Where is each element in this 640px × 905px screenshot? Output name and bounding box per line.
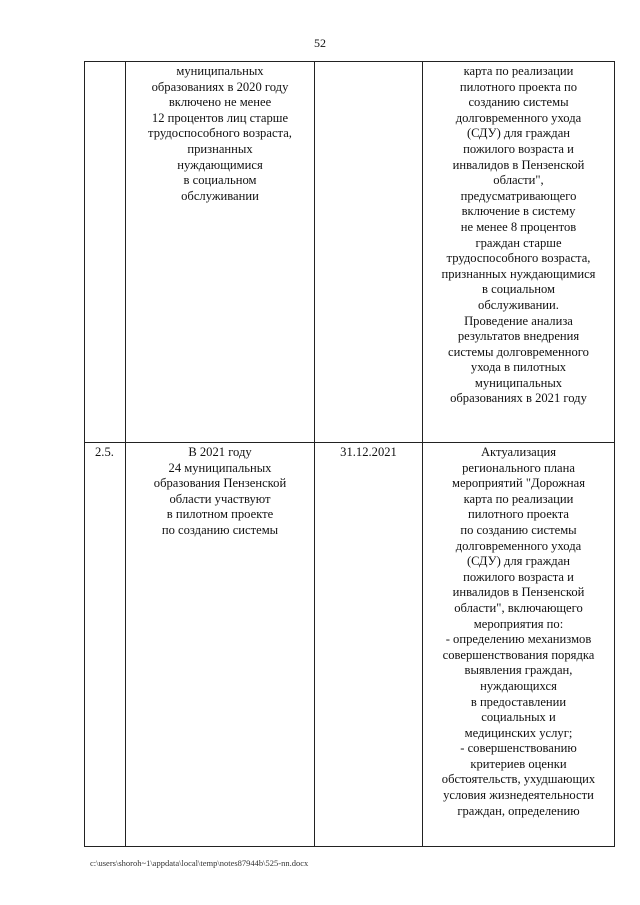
- text-line: (СДУ) для граждан: [466, 126, 571, 141]
- deadline-date: 31.12.2021: [340, 445, 397, 459]
- text-line: обстоятельств, ухудшающих: [441, 772, 596, 787]
- text-line: включение в систему: [461, 204, 576, 219]
- text-line: В 2021 году: [188, 445, 252, 459]
- date-cell: [315, 62, 423, 443]
- description-cell: [126, 62, 315, 443]
- text-line: регионального плана: [462, 460, 575, 475]
- page-number: 52: [314, 36, 326, 50]
- text-line: - определению механизмов: [445, 632, 592, 647]
- text-line: инвалидов в Пензенской: [452, 585, 585, 600]
- text-line: обслуживании: [181, 188, 259, 203]
- text-line: обслуживании.: [478, 297, 559, 312]
- text-line: критериев оценки: [470, 756, 567, 771]
- text-line: пожилого возраста и: [463, 141, 574, 156]
- text-line: 12 процентов лиц старше: [151, 110, 289, 125]
- text-line: в социальном: [183, 173, 257, 188]
- action-cell: [423, 62, 615, 443]
- text-line: образования Пензенской: [153, 476, 287, 491]
- text-line: по созданию системы: [460, 522, 577, 537]
- text-line: инвалидов в Пензенской: [452, 157, 585, 172]
- text-line: результатов внедрения: [457, 329, 580, 344]
- text-line: социальных и: [481, 710, 556, 725]
- text-line: в социальном: [482, 282, 555, 297]
- text-line: в пилотном проекте: [166, 507, 274, 522]
- text-line: включено не менее: [168, 95, 272, 110]
- text-line: - совершенствованию: [460, 741, 577, 756]
- text-line: Актуализация: [480, 445, 557, 459]
- text-line: карта по реализации: [463, 491, 574, 506]
- text-line: 24 муниципальных: [168, 460, 272, 475]
- row-number: 2.5.: [95, 445, 114, 459]
- text-line: мероприятия по:: [473, 616, 564, 631]
- action-cell: [423, 443, 615, 847]
- text-line: карта по реализации: [463, 64, 574, 78]
- description-text: [126, 443, 314, 539]
- table-row: [85, 62, 615, 443]
- table-row: [85, 443, 615, 847]
- text-line: пилотного проекта по: [459, 79, 578, 94]
- text-line: системы долговременного: [448, 344, 589, 359]
- text-line: нуждающимися: [177, 157, 263, 172]
- text-line: в предоставлении: [470, 694, 567, 709]
- text-line: трудоспособного возраста,: [446, 251, 591, 266]
- date-cell: [315, 443, 423, 847]
- deadline-date: [315, 62, 422, 64]
- text-line: граждан, определению: [457, 803, 580, 818]
- text-line: условия жизнедеятельности: [443, 788, 594, 803]
- text-line: выявления граждан,: [464, 663, 573, 678]
- text-line: пожилого возраста и: [463, 569, 574, 584]
- text-line: области", включающего: [454, 600, 583, 615]
- text-line: области участвуют: [169, 491, 271, 506]
- text-line: образованиях в 2021 году: [450, 391, 587, 406]
- action-text: [423, 443, 614, 819]
- text-line: нуждающихся: [480, 678, 557, 693]
- row-number: [85, 62, 125, 64]
- text-line: образованиях в 2020 году: [151, 79, 289, 94]
- text-line: области",: [493, 173, 544, 188]
- text-line: (СДУ) для граждан: [466, 554, 571, 569]
- text-line: совершенствования порядка: [442, 647, 595, 662]
- text-line: признанных: [187, 141, 253, 156]
- row-number-cell: [85, 443, 126, 847]
- text-line: предусматривающего: [460, 188, 577, 203]
- text-line: ухода в пилотных: [470, 360, 567, 375]
- text-line: признанных нуждающимися: [441, 266, 596, 281]
- text-line: не менее 8 процентов: [460, 219, 577, 234]
- text-line: долговременного ухода: [455, 110, 582, 125]
- text-line: по созданию системы: [161, 522, 279, 537]
- document-file-path: c:\users\shoroh~1\appdata\local\temp\notes87944b\525-nn.docx: [90, 858, 309, 868]
- description-text: [126, 62, 314, 204]
- text-line: трудоспособного возраста,: [148, 126, 292, 141]
- text-line: медицинских услуг;: [464, 725, 573, 740]
- text-line: долговременного ухода: [455, 538, 582, 553]
- text-line: муниципальных: [176, 64, 264, 78]
- description-cell: [126, 443, 315, 847]
- text-line: мероприятий "Дорожная: [452, 476, 585, 491]
- text-line: граждан старше: [475, 235, 562, 250]
- text-line: пилотного проекта: [467, 507, 569, 522]
- row-number-cell: [85, 62, 126, 443]
- text-line: Проведение анализа: [464, 313, 573, 328]
- action-text: [423, 62, 614, 407]
- plan-table: [84, 61, 615, 847]
- text-line: созданию системы: [468, 95, 569, 110]
- text-line: муниципальных: [474, 375, 563, 390]
